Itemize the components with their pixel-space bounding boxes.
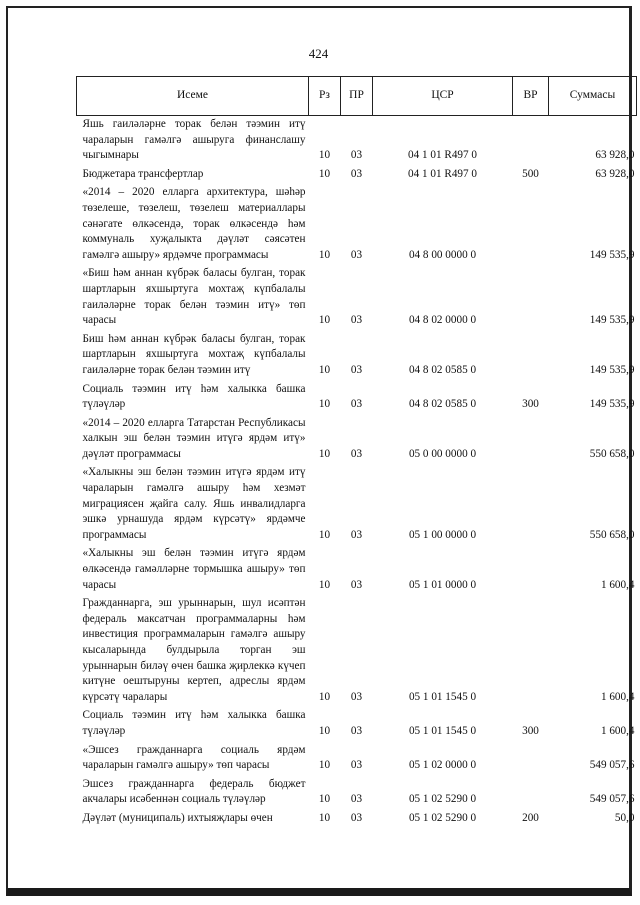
cell-csr: 04 8 02 0000 0 xyxy=(408,314,477,327)
table-row xyxy=(77,381,637,415)
cell-vr xyxy=(513,545,549,595)
cell-csr: 05 0 00 0000 0 xyxy=(408,447,477,460)
cell-vr xyxy=(513,595,549,707)
budget-table xyxy=(76,76,637,829)
cell-vr xyxy=(513,742,549,776)
cell-pr: 03 xyxy=(350,759,363,772)
cell-name: «Эшсез гражданнарга социаль ярдәм чараларын гамәлгә ашыру» төп чарасы xyxy=(82,743,306,772)
cell-name: Социаль тәэмин итү һәм халыкка башка түләүләр xyxy=(82,382,306,411)
cell-name: «2014 – 2020 елларга архитектура, шәһәр төзелеше, төзелеш, төзелеш материаллары сәнәгате өлкәсендә, торак өлкәсендә һәм коммуналь хуҗалыкта дәүләт сәясәтен гамәлгә ашыру» ярдәмче программасы xyxy=(82,186,306,261)
cell-pr: 03 xyxy=(350,724,363,737)
cell-name: «2014 – 2020 елларга Татарстан Республикасы халкын эш белән тәэмин итүгә ярдәм итү» дәүләт программасы xyxy=(82,416,306,460)
cell-sum: 1 600,4 xyxy=(600,724,635,737)
cell-sum: 1 600,4 xyxy=(600,690,635,703)
cell-name: Биш һәм аннан күбрәк баласы булган, торак шартларын яхшыртуга мохтаҗ күпбалалы гаиләләрне торак белән тәэмин итү xyxy=(82,332,306,376)
cell-rz: 10 xyxy=(318,398,331,411)
cell-pr: 03 xyxy=(350,314,363,327)
cell-vr xyxy=(513,184,549,265)
header-csr: ЦСР xyxy=(373,77,513,116)
cell-pr: 03 xyxy=(350,528,363,541)
cell-sum: 1 600,4 xyxy=(600,578,635,591)
cell-pr: 03 xyxy=(350,447,363,460)
table-row xyxy=(77,415,637,465)
cell-sum: 549 057,6 xyxy=(589,793,635,806)
table-row xyxy=(77,184,637,265)
cell-name: Эшсез гражданнарга федераль бюджет акчалары исәбеннән социаль түләүләр xyxy=(82,777,306,806)
header-vr: ВР xyxy=(513,77,549,116)
cell-rz: 10 xyxy=(318,793,331,806)
cell-csr: 05 1 02 0000 0 xyxy=(408,759,477,772)
table-row xyxy=(77,810,637,829)
cell-vr xyxy=(513,116,549,166)
cell-vr: 200 xyxy=(522,811,539,824)
cell-rz: 10 xyxy=(318,363,331,376)
cell-csr: 04 8 00 0000 0 xyxy=(408,248,477,261)
cell-rz: 10 xyxy=(318,724,331,737)
table-row xyxy=(77,776,637,810)
table-row xyxy=(77,742,637,776)
cell-rz: 10 xyxy=(318,248,331,261)
table-body xyxy=(77,116,637,829)
table-row xyxy=(77,545,637,595)
cell-pr: 03 xyxy=(350,690,363,703)
cell-csr: 05 1 02 5290 0 xyxy=(408,793,477,806)
cell-sum: 50,0 xyxy=(614,811,635,824)
cell-rz: 10 xyxy=(318,447,331,460)
header-sum: Суммасы xyxy=(549,77,637,116)
cell-name: «Биш һәм аннан күбрәк баласы булган, торак шартларын яхшыртуга мохтаҗ күпбалалы гаиләләрне торак белән тәэмин итү» төп чарасы xyxy=(82,267,306,327)
cell-pr: 03 xyxy=(350,811,363,824)
table-row xyxy=(77,116,637,166)
cell-sum: 149 535,9 xyxy=(589,248,635,261)
cell-rz: 10 xyxy=(318,811,331,824)
cell-name: Яшь гаиләләрне торак белән тәэмин итү чараларын гамәлгә ашыруга финанслашу чыгымнары xyxy=(82,118,306,162)
cell-vr xyxy=(513,331,549,381)
cell-csr: 04 1 01 R497 0 xyxy=(408,149,477,162)
cell-rz: 10 xyxy=(318,314,331,327)
cell-name: Гражданнарга, эш урыннарын, шул исәптән федераль максатчан программаларны һәм инвестиция программаларын гамәлгә ашыру кысаларында булдырыла торган эш урыннарын биләү өчен башка җирлеккә күчеп китүне оештыруны кертеп, адреслы ярдәм күрсәтү чаралары xyxy=(82,597,306,703)
header-name: Исеме xyxy=(77,77,309,116)
cell-vr: 300 xyxy=(522,724,539,737)
cell-rz: 10 xyxy=(318,528,331,541)
cell-pr: 03 xyxy=(350,149,363,162)
table-row xyxy=(77,166,637,185)
table-row xyxy=(77,331,637,381)
cell-pr: 03 xyxy=(350,248,363,261)
cell-sum: 549 057,6 xyxy=(589,759,635,772)
cell-csr: 05 1 01 0000 0 xyxy=(408,578,477,591)
cell-sum: 149 535,9 xyxy=(589,314,635,327)
cell-csr: 05 1 02 5290 0 xyxy=(408,811,477,824)
cell-pr: 03 xyxy=(350,398,363,411)
cell-csr: 05 1 01 1545 0 xyxy=(408,690,477,703)
cell-vr xyxy=(513,776,549,810)
cell-sum: 149 535,9 xyxy=(589,363,635,376)
cell-pr: 03 xyxy=(350,578,363,591)
cell-rz: 10 xyxy=(318,149,331,162)
cell-vr xyxy=(513,265,549,330)
cell-sum: 550 658,0 xyxy=(589,447,635,460)
cell-name: «Халыкны эш белән тәэмин итүгә ярдәм итү чараларын гамәлгә ашыру һәм хезмәт миграциясен җайга салу. Яшь инвалидларга эшкә урнашуда ярдәм күрсәтү» ярдәмче программасы xyxy=(82,466,306,541)
table-header xyxy=(77,77,637,116)
cell-name: Бюджетара трансфертлар xyxy=(82,167,204,180)
table-row xyxy=(77,595,637,707)
cell-rz: 10 xyxy=(318,578,331,591)
cell-pr: 03 xyxy=(350,363,363,376)
cell-rz: 10 xyxy=(318,759,331,772)
cell-csr: 05 1 01 1545 0 xyxy=(408,724,477,737)
cell-csr: 04 8 02 0585 0 xyxy=(408,398,477,411)
cell-rz: 10 xyxy=(318,690,331,703)
cell-vr xyxy=(513,464,549,545)
cell-pr: 03 xyxy=(350,793,363,806)
cell-vr xyxy=(513,415,549,465)
cell-name: Дәүләт (муниципаль) ихтыяҗлары өчен xyxy=(82,811,273,824)
page-number: 424 xyxy=(308,46,329,61)
cell-sum: 63 928,0 xyxy=(595,167,635,180)
header-pr: ПР xyxy=(341,77,373,116)
cell-sum: 63 928,0 xyxy=(595,149,635,162)
header-rz: Рз xyxy=(309,77,341,116)
cell-rz: 10 xyxy=(318,167,331,180)
document-page xyxy=(6,6,635,896)
cell-name: Социаль тәэмин итү һәм халыкка башка түләүләр xyxy=(82,709,306,737)
cell-csr: 04 1 01 R497 0 xyxy=(408,167,477,180)
table-row xyxy=(77,707,637,741)
cell-sum: 550 658,0 xyxy=(589,528,635,541)
table-row xyxy=(77,265,637,330)
cell-pr: 03 xyxy=(350,167,363,180)
cell-sum: 149 535,9 xyxy=(589,398,635,411)
cell-vr: 300 xyxy=(522,398,539,411)
cell-csr: 04 8 02 0585 0 xyxy=(408,363,477,376)
cell-vr: 500 xyxy=(522,167,539,180)
cell-csr: 05 1 00 0000 0 xyxy=(408,528,477,541)
cell-name: «Халыкны эш белән тәэмин итүгә ярдәм өлкәсендә гамәлләрне тормышка ашыру» төп чарасы xyxy=(82,547,306,591)
table-row xyxy=(77,464,637,545)
